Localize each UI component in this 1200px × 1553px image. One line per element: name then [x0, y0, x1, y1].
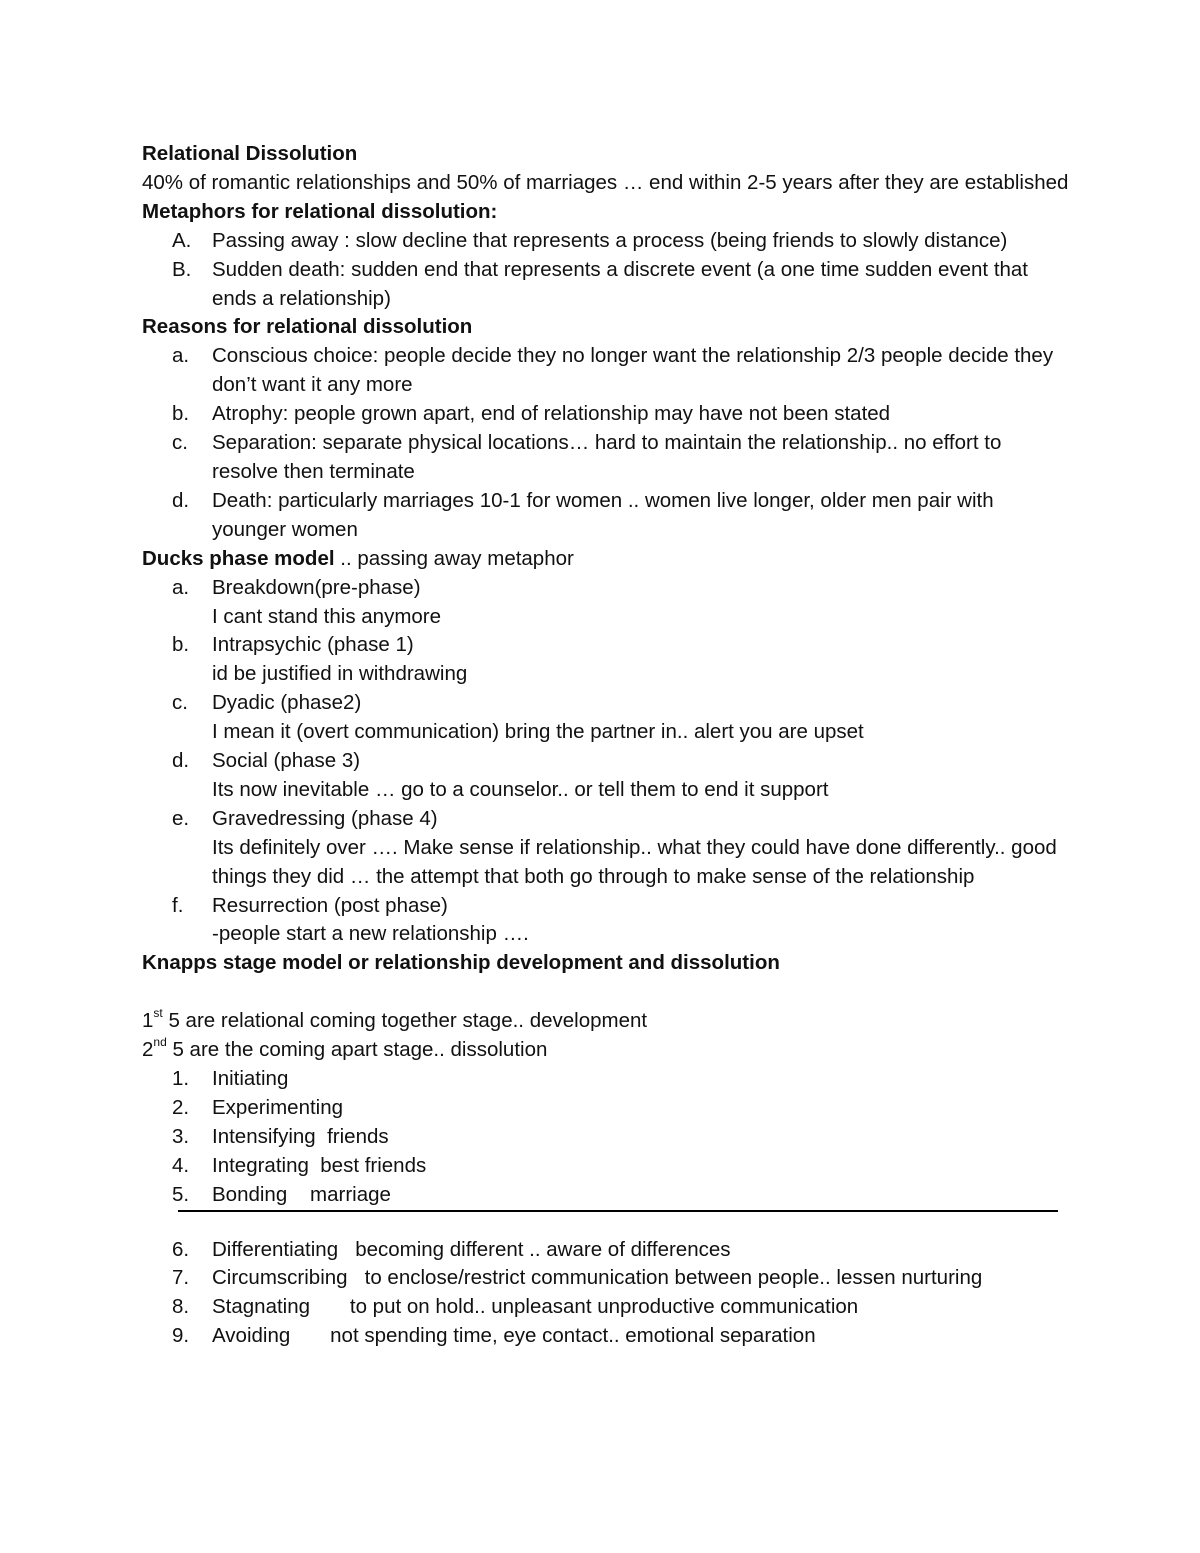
phase-title: Gravedressing (phase 4): [212, 806, 438, 830]
list-item: [142, 1094, 1072, 1123]
phase-title: Social (phase 3): [212, 749, 361, 773]
list-item: [142, 227, 1072, 256]
list-item: [142, 429, 1072, 487]
phase-detail: I cant stand this anymore: [212, 604, 442, 628]
list-marker: 7.: [172, 1266, 190, 1290]
list-item: [142, 256, 1072, 314]
ordinal-suffix: nd: [153, 1035, 167, 1050]
phase-title: Resurrection (post phase): [212, 893, 448, 917]
list-item-text: Separation: separate physical locations… hard to maintain the relationship.. no effort to resolve then terminate: [212, 431, 1002, 483]
list-item: [142, 1152, 1072, 1181]
list-marker: f.: [172, 893, 184, 917]
list-marker: a.: [172, 575, 190, 599]
reasons-heading: Reasons for relational dissolution: [142, 315, 473, 339]
list-item: [142, 892, 1072, 950]
list-item: [142, 689, 1072, 747]
list-item: [142, 1236, 1072, 1265]
list-marker: d.: [172, 488, 190, 512]
ordinal-suffix: st: [153, 1006, 163, 1021]
metaphors-heading: Metaphors for relational dissolution:: [142, 199, 498, 223]
list-marker: 5.: [172, 1182, 190, 1206]
list-marker: a.: [172, 344, 190, 368]
page-title: Relational Dissolution: [142, 142, 358, 165]
blank-line: [142, 978, 1072, 1007]
knapps-line-1: [142, 1007, 1072, 1036]
list-item-text: Conscious choice: people decide they no longer want the relationship 2/3 people decide they don’t want it any more: [212, 344, 1054, 397]
list-item: [142, 400, 1072, 429]
knapps-heading: Knapps stage model or relationship development and dissolution: [142, 951, 780, 975]
ducks-heading: [142, 545, 1072, 574]
blank-line: [142, 1212, 1072, 1236]
list-item: [142, 631, 1072, 689]
knapps-line-text: 5 are relational coming together stage.. development: [162, 1009, 648, 1033]
list-marker: 8.: [172, 1295, 190, 1319]
list-marker: c.: [172, 691, 188, 715]
list-marker: b.: [172, 402, 190, 426]
list-marker: e.: [172, 806, 190, 830]
list-item-text: Stagnating to put on hold.. unpleasant unproductive communication: [212, 1295, 859, 1319]
intro-text: 40% of romantic relationships and 50% of marriages … end within 2-5 years after they are established: [142, 170, 1069, 194]
phase-detail: id be justified in withdrawing: [212, 662, 468, 686]
list-item-text: Atrophy: people grown apart, end of relationship may have not been stated: [212, 402, 891, 426]
list-item-text: Sudden death: sudden end that represents a discrete event (a one time sudden event that ends a relationship): [212, 257, 1029, 310]
list-item: [142, 1322, 1072, 1351]
list-marker: 2.: [172, 1095, 190, 1119]
list-item: [142, 1293, 1072, 1322]
list-item: [142, 342, 1072, 400]
phase-title: Dyadic (phase2): [212, 691, 362, 715]
list-item-text: Integrating best friends: [212, 1153, 427, 1177]
list-item: [142, 574, 1072, 632]
phase-detail: Its now inevitable … go to a counselor.. or tell them to end it support: [212, 777, 829, 801]
phase-detail: Its definitely over …. Make sense if relationship.. what they could have done differently.. good things they did … the attempt that both go through to make sense of the relationship: [212, 835, 1057, 888]
list-item: [142, 1065, 1072, 1094]
phase-detail: -people start a new relationship ….: [212, 922, 529, 946]
ducks-heading-rest: .. passing away metaphor: [334, 546, 574, 570]
list-marker: b.: [172, 633, 190, 657]
knapps-line-2: [142, 1036, 1072, 1065]
phase-title: Breakdown(pre-phase): [212, 575, 421, 599]
list-item: [142, 747, 1072, 805]
list-marker: d.: [172, 749, 190, 773]
list-item: [142, 805, 1072, 892]
list-item-text: Death: particularly marriages 10-1 for women .. women live longer, older men pair with younger women: [212, 488, 994, 541]
ordinal-number: 2: [142, 1038, 154, 1062]
list-item: [142, 1181, 1072, 1210]
list-item-text: Passing away : slow decline that represents a process (being friends to slowly distance): [212, 228, 1008, 252]
list-marker: 3.: [172, 1124, 190, 1148]
list-item-text: Initiating: [212, 1066, 289, 1090]
knapps-line-text: 5 are the coming apart stage.. dissolution: [166, 1038, 548, 1062]
list-marker: 9.: [172, 1324, 190, 1348]
list-item-text: Circumscribing to enclose/restrict communication between people.. lessen nurturing: [212, 1266, 983, 1290]
list-item: [142, 1123, 1072, 1152]
list-marker: 1.: [172, 1066, 190, 1090]
list-item-text: Avoiding not spending time, eye contact.. emotional separation: [212, 1324, 816, 1348]
list-item-text: Bonding marriage: [212, 1182, 391, 1206]
list-marker: 6.: [172, 1237, 190, 1261]
list-marker: B.: [172, 257, 192, 281]
ordinal-number: 1: [142, 1009, 154, 1033]
list-item: [142, 1264, 1072, 1293]
list-item-text: Intensifying friends: [212, 1124, 389, 1148]
phase-title: Intrapsychic (phase 1): [212, 633, 414, 657]
phase-detail: I mean it (overt communication) bring the partner in.. alert you are upset: [212, 720, 864, 744]
list-marker: A.: [172, 228, 192, 252]
list-item: [142, 487, 1072, 545]
list-marker: 4.: [172, 1153, 190, 1177]
ducks-heading-bold: Ducks phase model: [142, 546, 335, 570]
list-item-text: Differentiating becoming different .. aware of differences: [212, 1237, 731, 1261]
list-item-text: Experimenting: [212, 1095, 344, 1119]
document-page: [142, 140, 1072, 1351]
list-marker: c.: [172, 431, 188, 455]
